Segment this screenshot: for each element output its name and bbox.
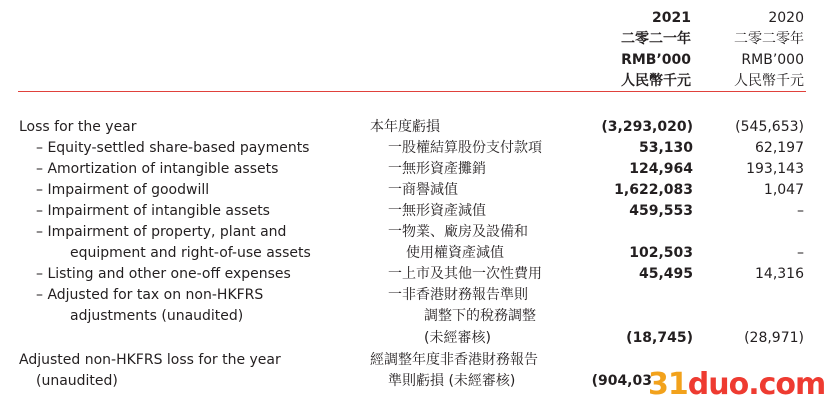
header-divider	[18, 91, 806, 92]
value-2021: (904,03	[591, 373, 652, 389]
value-2020: 14,316	[755, 266, 804, 282]
value-2020: 193,143	[746, 161, 804, 177]
table-row-goodwill-impairment	[0, 180, 832, 201]
row-label-zh: 經調整年度非香港財務報告	[370, 352, 538, 368]
watermark-text: duo.com	[687, 367, 826, 402]
header-year-2021: 2021	[652, 10, 691, 26]
row-label-zh: 準則虧損 (未經審核)	[388, 373, 516, 389]
row-label-en: – Listing and other one-off expenses	[36, 266, 291, 282]
value-2021: 459,553	[629, 203, 693, 219]
row-label-en: Loss for the year	[19, 119, 137, 135]
row-label-en: – Impairment of property, plant and	[36, 224, 287, 240]
row-label-zh: 一商譽減值	[388, 182, 458, 198]
header-unit-2020-zh: 人民幣千元	[734, 73, 804, 89]
value-2020: –	[797, 203, 804, 219]
table-row-loss-for-year	[0, 117, 832, 138]
header-unit-2020: RMB’000	[741, 52, 804, 68]
value-2020: (545,653)	[735, 119, 804, 135]
row-label-zh: 一股權結算股份支付款項	[388, 140, 542, 156]
table-row-amortization	[0, 159, 832, 180]
value-2021: 45,495	[638, 266, 693, 282]
table-row-ppe-impairment	[0, 222, 832, 243]
row-label-en: – Impairment of goodwill	[36, 182, 210, 198]
row-label-en: Adjusted non-HKFRS loss for the year	[19, 352, 281, 368]
value-2020: (28,971)	[744, 330, 804, 346]
header-unit-2021-zh: 人民幣千元	[621, 73, 691, 89]
row-label-zh: 本年度虧損	[370, 119, 440, 135]
row-label-zh: 一上市及其他一次性費用	[388, 266, 542, 282]
table-row-share-based-payments	[0, 138, 832, 159]
value-2021: 102,503	[629, 245, 693, 261]
row-label-zh: 使用權資產減值	[406, 245, 504, 261]
table-row-tax-adjustment-cont	[0, 306, 832, 327]
value-2020: 1,047	[763, 182, 804, 198]
table-row-tax-adjustment-value	[0, 328, 832, 349]
row-label-zh: 調整下的稅務調整	[424, 308, 536, 324]
row-label-en: (unaudited)	[36, 373, 118, 389]
value-2021: (18,745)	[626, 330, 693, 346]
row-label-zh: 一無形資產攤銷	[388, 161, 486, 177]
header-year-2021-zh: 二零二一年	[621, 31, 691, 47]
value-2020: 62,197	[755, 140, 804, 156]
row-label-en: – Adjusted for tax on non-HKFRS	[36, 287, 264, 303]
row-label-en: – Amortization of intangible assets	[36, 161, 279, 177]
row-label-zh: (未經審核)	[424, 330, 491, 346]
value-2021: 1,622,083	[614, 182, 693, 198]
header-unit-2021: RMB’000	[621, 52, 691, 68]
table-row-ppe-impairment-cont	[0, 243, 832, 264]
table-row-intangible-impairment	[0, 201, 832, 222]
header-year-2020-zh: 二零二零年	[734, 31, 804, 47]
table-row-listing-expenses	[0, 264, 832, 285]
table-row-tax-adjustment	[0, 285, 832, 306]
header-year-2020: 2020	[768, 10, 804, 26]
watermark-digits: 31	[648, 367, 688, 402]
row-label-en: – Equity-settled share-based payments	[36, 140, 310, 156]
row-label-en: – Impairment of intangible assets	[36, 203, 270, 219]
value-2021: 53,130	[638, 140, 693, 156]
row-label-en: adjustments (unaudited)	[70, 308, 244, 324]
row-label-zh: 一非香港財務報告準則	[388, 287, 528, 303]
row-label-zh: 一無形資產減值	[388, 203, 486, 219]
watermark-logo	[648, 369, 825, 401]
row-label-zh: 一物業、廠房及設備和	[388, 224, 528, 240]
row-label-en: equipment and right-of-use assets	[70, 245, 311, 261]
value-2021: 124,964	[629, 161, 693, 177]
value-2020: –	[797, 245, 804, 261]
value-2021: (3,293,020)	[601, 119, 693, 135]
